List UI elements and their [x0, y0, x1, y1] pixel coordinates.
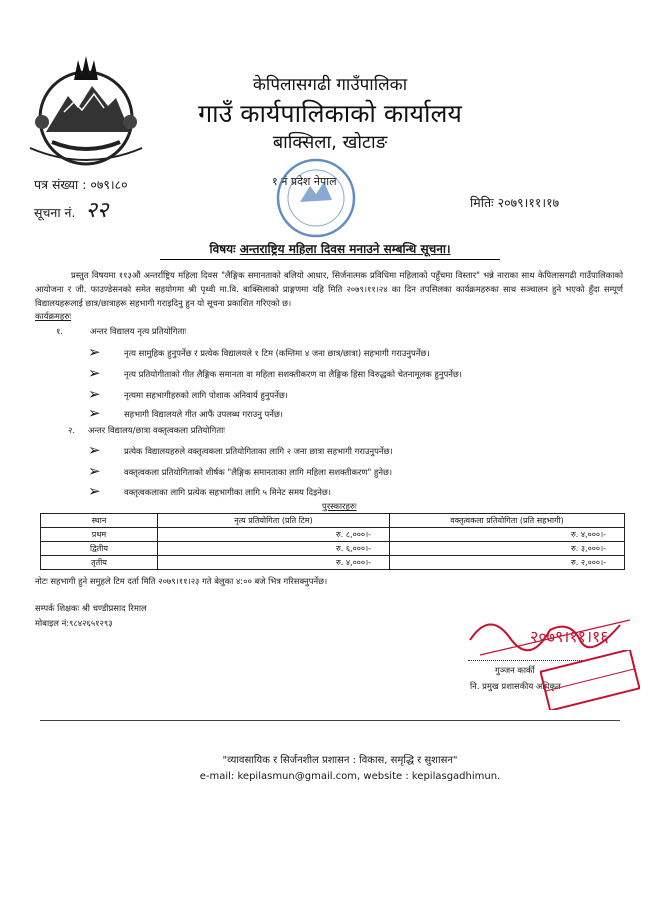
table-header: नृत्य प्रतियोगिता (प्रति टिम) [158, 514, 390, 528]
svg-text:२०७९।११।१६: २०७९।११।१६ [530, 627, 609, 646]
note-line: नोटः सहभागी हुने समुहले टिम दर्ता मिति २०७९।११।२३ गते बेलुका ४:०० बजे भित्र गरिसक्नुपर्नेछ। [35, 576, 328, 586]
footer-contact: e-mail: kepilasmun@gmail.com, website : kepilasgadhimun. [199, 771, 501, 782]
table-row [41, 528, 625, 542]
table-header-row [41, 514, 625, 528]
table-row [41, 556, 625, 570]
date-value: २०७९।११।१७ [497, 195, 560, 210]
table-header: स्थान [41, 514, 158, 528]
name-stamp [540, 650, 640, 710]
arrow-bullet-icon: ➢ [88, 462, 101, 480]
list-item: सहभागी विद्यालयले गीत आफैं उपलब्ध गराउनु पर्नेछ। [124, 409, 283, 419]
list-item: नृत्यमा सहभागीहरुको लागि पोशाक अनिवार्य हुनुपर्नेछ। [124, 390, 288, 400]
office-address: बाक्सिला, खोटाङ [272, 132, 388, 153]
province-label: १ नं प्रदेश नेपाल [272, 175, 337, 188]
table-cell: रु. ४,०००।- [390, 528, 625, 542]
section-1-title: अन्तर विद्यालय नृत्य प्रतियोगिताः [90, 326, 187, 336]
footer-divider [40, 720, 620, 721]
body-paragraph: प्रस्तुत विषयमा ११३औं अन्तर्राष्ट्रिय महिला दिवस "लैङ्गिक समानताको बलियो आधार, सिर्जनात्मक प्रविधिमा महिलाको पहुँचमा विस्तार" भन्ने नाराका साथ केपिलासगढी गाउँपालिकाको आयोजना र जी. फाउण्डेसनको समेत सहयोगमा श्री पृथ्वी मा.वि. बाक्सिलाको प्राङ्गणमा यहि मिति २०७९।११।२४ का दिन तपसिलका कार्यक्रमहरुका साथ सञ्चालन हुने भएको हुँदा सम्पूर्ण विद्यालयहरूलाई छात्र/छात्राहरू सहभागी गराइदिनु हुन यो सूचना प्रकाशित गरिएको छ। [35, 270, 623, 308]
table-cell: रु. ६,०००।- [158, 542, 390, 556]
section-1-number: १. [56, 326, 64, 336]
table-cell: रु. २,०००।- [390, 556, 625, 570]
nepal-emblem [12, 52, 160, 170]
arrow-bullet-icon: ➢ [88, 482, 101, 500]
list-item: नृत्य प्रतियोगीताको गीत लैङ्गिक समानता वा महिला सशक्तीकरण वा लैङ्गिक हिंसा विरुद्धको चेतनामूलक हुनुपर्नेछ। [124, 369, 462, 379]
patra-label: पत्र संख्या : [34, 177, 87, 192]
municipality-name: केपिलासगढी गाउँपालिका [252, 75, 408, 95]
prizes-label: पुरस्कारहरुः [322, 501, 357, 511]
list-item: वक्तृत्वकलाका लागि प्रत्येक सहभागीका लागि ५ मिनेट समय दिइनेछ। [124, 487, 331, 497]
date-label: मितिः [470, 195, 494, 210]
table-cell: तृतीय [41, 556, 158, 570]
table-cell: द्वितीय [41, 542, 158, 556]
table-cell: रु. ८,०००।- [158, 528, 390, 542]
footer-slogan: "व्यावसायिक र सिर्जनशील प्रशासन : विकास, समृद्धि र सुशासन" [222, 755, 458, 766]
section-2-number: २. [68, 425, 76, 435]
arrow-bullet-icon: ➢ [88, 404, 101, 422]
subject-text: अन्तराष्ट्रिय महिला दिवस मनाउने सम्बन्धि सूचना। [239, 242, 451, 256]
patra-sankhya [34, 176, 128, 193]
suchana-label: सूचना नं. [34, 205, 76, 220]
list-item: नृत्य सामुहिक हुनुपर्नेछ र प्रत्येक विद्यालयले १ टिम (कम्तिमा ४ जना छात्र/छात्रा) सहभागी गराउनुपर्नेछ। [124, 348, 430, 358]
list-item: वक्तृत्वकला प्रतियोगिताको शीर्षक "लैङ्गिक समानताका लागि महिला सशक्तीकरण" हुनेछ। [124, 467, 393, 477]
signatory-title: नि. प्रमुख प्रशासकीय अधिकृत [470, 681, 561, 691]
arrow-bullet-icon: ➢ [88, 343, 101, 361]
suchana-number [34, 194, 108, 224]
suchana-value: २२ [85, 198, 109, 223]
table-header: वक्तृत्वकला प्रतियोगिता (प्रति सहभागी) [390, 514, 625, 528]
patra-value: ०७९।८० [90, 177, 128, 192]
section-2-title: अन्तर विद्यालय/छात्रा वक्तृत्वकला प्रतियोगिताः [88, 425, 225, 435]
table-cell: रु. ४,०००।- [158, 556, 390, 570]
contact-mobile: मोबाइल नं:९८४२६५१२९३ [35, 618, 113, 628]
arrow-bullet-icon: ➢ [88, 385, 101, 403]
arrow-bullet-icon: ➢ [88, 441, 101, 459]
office-round-stamp [270, 152, 362, 242]
table-row [41, 542, 625, 556]
subject-line [160, 240, 500, 260]
list-item: प्रत्येक विद्यालयहरुले वक्तृत्वकला प्रतियोगिताका लागि २ जना छात्रा सहभागी गराउनुपर्नेछ। [124, 446, 393, 456]
contact-teacher: सम्पर्क शिक्षकः श्री चण्डीप्रसाद रिमाल [35, 603, 147, 613]
prize-table [40, 513, 625, 570]
arrow-bullet-icon: ➢ [88, 364, 101, 382]
subject-label: विषयः [209, 242, 236, 256]
office-title: गाउँ कार्यपालिकाको कार्यालय [198, 99, 462, 128]
date-line [470, 194, 559, 211]
table-cell: रु. ३,०००।- [390, 542, 625, 556]
programs-label: कार्यक्रमहरुः [35, 311, 72, 321]
table-cell: प्रथम [41, 528, 158, 542]
signatory-name: गुञ्जन कार्की [495, 665, 535, 675]
